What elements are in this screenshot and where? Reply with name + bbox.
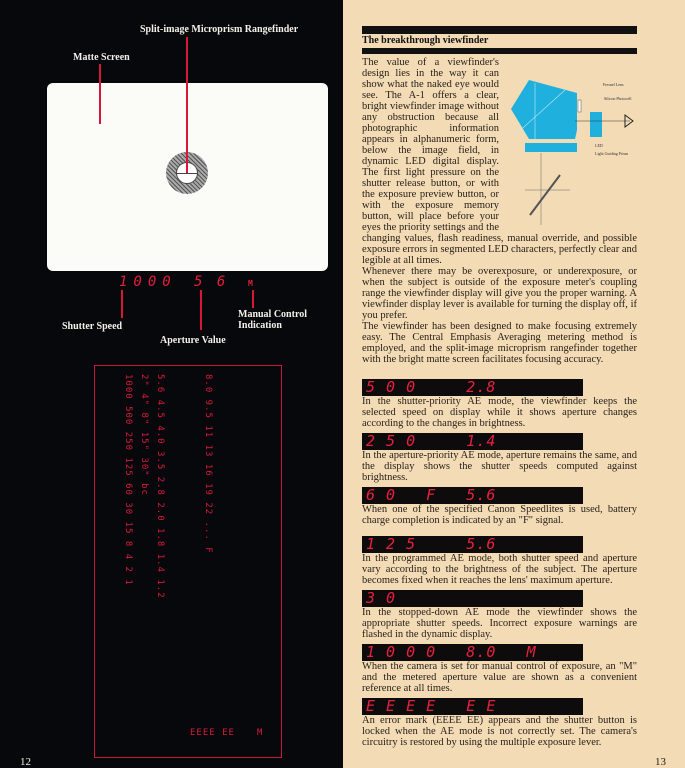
title-rule-top: [362, 26, 637, 34]
title-rule-bottom: [362, 48, 637, 54]
mode-description: When the camera is set for manual control of exposure, an "M" and the metered aperture value are shown as a convenient reference at all times.: [362, 661, 637, 694]
page-number: 12: [20, 756, 31, 768]
right-page: [343, 0, 685, 768]
rangefinder-pointer: [186, 37, 188, 173]
text-column: [362, 57, 637, 748]
led-display-table: [94, 365, 282, 758]
led-column: 1000 500 250 125 60 30 15 8 4 2 1: [123, 374, 133, 586]
diagram-label: LED: [595, 143, 603, 148]
led-readout: 2 5 0 1.4: [366, 432, 497, 450]
aperture-pointer: [200, 290, 202, 330]
focusing-text: The viewfinder has been designed to make focusing extremely easy. The Central Emphasis Averaging metering method is employed, and the split-image microprism rangefinder together with the bright matte screen facilitates focusing accuracy.: [362, 321, 637, 365]
led-sample-aperture-priority: [362, 433, 583, 450]
display-aperture: 5 6: [194, 274, 229, 290]
shutter-pointer: [121, 290, 123, 318]
mode-description: In the shutter-priority AE mode, the viewfinder keeps the selected speed on display while it shows aperture changes according to the changes in brightness.: [362, 396, 637, 429]
intro-text: The value of a viewfinder's design lies in the way it can show what the naked eye would see. The A-1 offers a clear, bright viewfinder image without any obstruction because all photographic information appears in alphanumeric form, below the image field, in dynamic LED digital display. The first light pressure on the shutter release button, or with the exposure preview button, or with the exposure memory button, will place before your eyes the priority settings and the: [362, 57, 499, 233]
led-readout: E E E E E E: [366, 697, 497, 715]
section-title: The breakthrough viewfinder: [362, 35, 489, 46]
manual-control-label: Manual Control Indication: [238, 309, 307, 331]
intro-text-cont: changing values, flash readiness, manual override, and possible exposure errors in segmented LED characters, perfectly clear and legible at all times.: [362, 233, 637, 266]
matte-pointer: [99, 64, 101, 124]
mode-description: When one of the specified Canon Speedlites is used, battery charge completion is indicated by an "F" signal.: [362, 504, 637, 526]
viewfinder-diagram: [505, 75, 637, 225]
led-column: 2" 4" 8" 15" 30" bc: [139, 374, 149, 496]
page-number: 13: [655, 756, 666, 768]
led-readout: 1 2 5 5.6: [366, 535, 497, 553]
led-column: EEEE EE: [190, 728, 235, 738]
led-sample-shutter-priority: [362, 379, 583, 396]
display-mode: M: [248, 279, 253, 288]
mode-description: In the programmed AE mode, both shutter speed and aperture vary according to the brightness of the subject. The aperture becomes fixed when it reaches the lens' maximum aperture.: [362, 553, 637, 586]
warning-text: Whenever there may be overexposure, or underexposure, or when the subject is outside of the exposure meter's coupling range the viewfinder display will give you the proper warning. A viewfinder display lever is available for turning the display off, if you prefer.: [362, 266, 637, 321]
mode-description: An error mark (EEEE EE) appears and the shutter button is locked when the AE mode is not correctly set. The camera's circuitry is restored by using the multiple exposure lever.: [362, 715, 637, 748]
led-sample-stopped-down: [362, 590, 583, 607]
display-shutter: 1000: [119, 274, 177, 290]
led-readout: 6 0 F 5.6: [366, 486, 497, 504]
aperture-value-label: Aperture Value: [160, 335, 226, 346]
led-column: M: [257, 728, 264, 738]
led-column: 8.0 9.5 11 13 16 19 22 ... F: [203, 374, 213, 554]
rangefinder-label: Split-image Microprism Rangefinder: [140, 24, 299, 35]
manual-pointer: [252, 290, 254, 308]
shutter-speed-label: Shutter Speed: [62, 321, 123, 332]
mode-description: In the aperture-priority AE mode, aperture remains the same, and the display shows the shutter speeds computed against brightness.: [362, 450, 637, 483]
led-readout: 3 0: [366, 589, 397, 607]
led-column: 5.6 4.5 4.0 3.5 2.8 2.0 1.8 1.4 1.2: [155, 374, 165, 599]
diagram-label: Silicon Photocell: [604, 96, 632, 101]
led-sample-error: [362, 698, 583, 715]
led-sample-programmed: [362, 536, 583, 553]
led-sample-flash: [362, 487, 583, 504]
led-sample-manual: [362, 644, 583, 661]
led-readout: 1 0 0 0 8.0 M: [366, 643, 537, 661]
led-readout: 5 0 0 2.8: [366, 378, 497, 396]
diagram-label: Light Guiding Prism: [595, 151, 629, 156]
mode-description: In the stopped-down AE mode the viewfinder shows the appropriate shutter speeds. Incorrect exposure warnings are flashed in the dynamic display.: [362, 607, 637, 640]
diagram-label: Fresnel Lens: [603, 82, 624, 87]
matte-screen-label: Matte Screen: [73, 52, 130, 63]
